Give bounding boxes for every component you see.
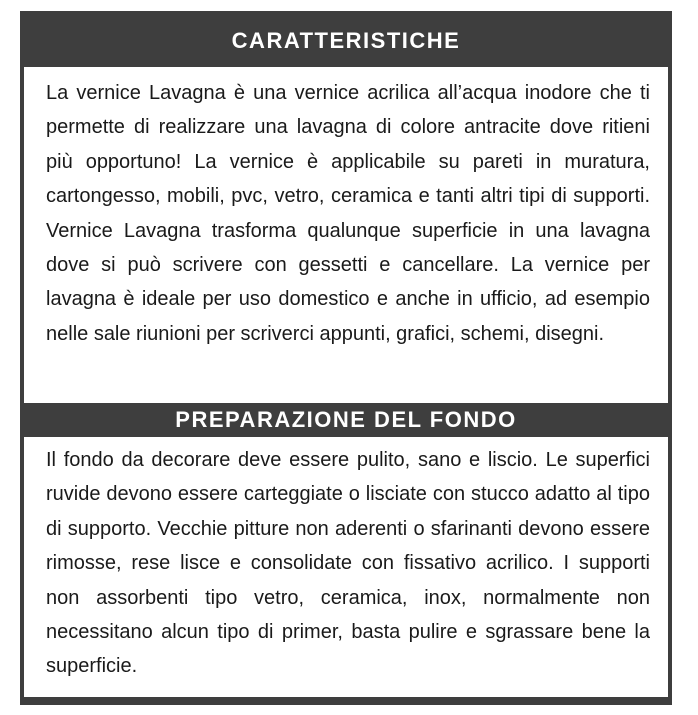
bottom-divider [20,701,672,705]
product-info-sheet [20,11,672,701]
section-title-preparazione: PREPARAZIONE DEL FONDO [24,403,668,437]
section-title-caratteristiche: CARATTERISTICHE [24,15,668,67]
section-body-caratteristiche: La vernice Lavagna è una vernice acrilica all’acqua inodore che ti permette di realizzare una lavagna di colore antracite dove ritieni più opportuno! La vernice è applicabile su pareti in muratura, cartongesso, mobili, pvc, vetro, ceramica e tanti altri tipi di supporti. Vernice Lavagna trasforma qualunque superficie in una lavagna dove si può scrivere con gessetti e cancellare. La vernice per lavagna è ideale per uso domestico e anche in ufficio, ad esempio nelle sale riunioni per scriverci appunti, grafici, schemi, disegni. [46,82,650,345]
section-body-preparazione: Il fondo da decorare deve essere pulito, sano e liscio. Le superfici ruvide devono essere carteggiate o lisciate con stucco adatto al tipo di supporto. Vecchie pitture non aderenti o sfarinanti devono essere rimosse, rese lisce e consolidate con fissativo acrilico. I supporti non assorbenti tipo vetro, ceramica, inox, normalmente non necessitano alcun tipo di primer, basta pulire e sgrassare bene la superficie. [46,449,650,678]
